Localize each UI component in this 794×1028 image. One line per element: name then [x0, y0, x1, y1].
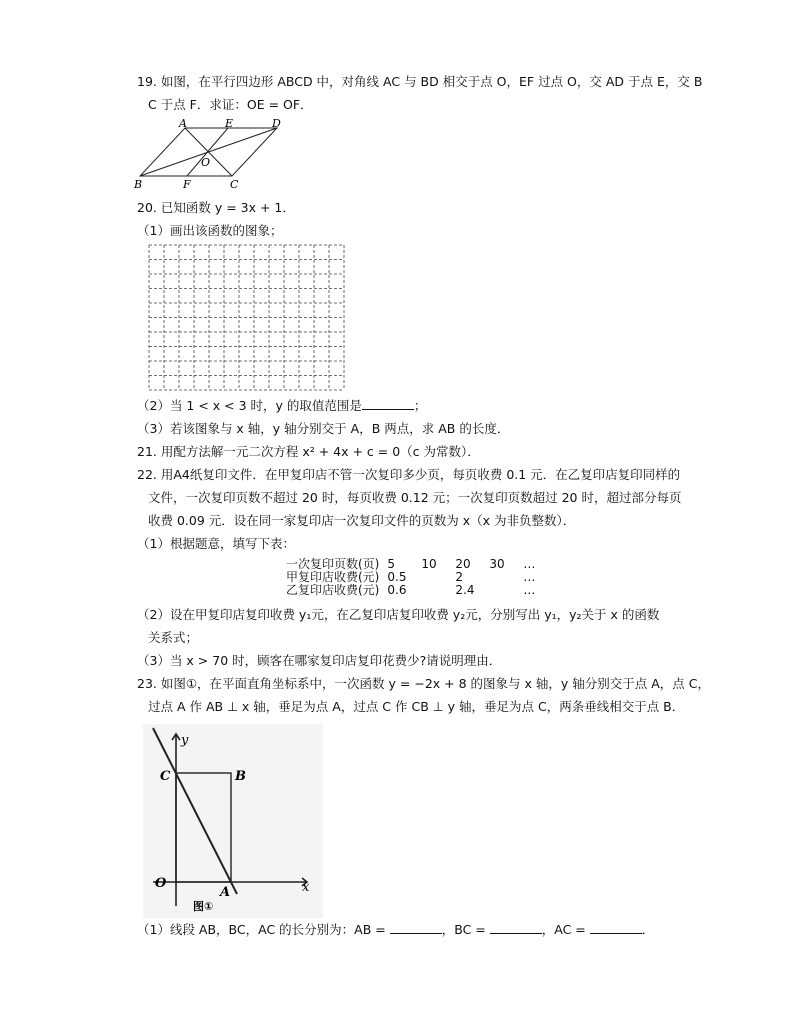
q23-sub1 [137, 922, 654, 938]
q22-line2: 文件，一次复印页数不超过 20 时，每页收费 0.12 元；一次复印页数超过 20 时，超过部分每页 [148, 490, 682, 505]
table-cell: 5 [387, 557, 396, 571]
label-A: A [220, 885, 231, 900]
table-cell: … [523, 583, 536, 597]
label-O: O [155, 876, 167, 891]
row-header: 乙复印店收费(元) [286, 583, 380, 597]
q23-sub1-a: （1）线段 AB，BC，AC 的长分别为：AB = [137, 922, 386, 937]
table-cell[interactable] [421, 571, 455, 584]
row-header: 甲复印店收费(元) [286, 570, 380, 584]
table-cell: … [523, 557, 536, 571]
label-C: C [230, 178, 239, 191]
blank-grid [148, 244, 348, 392]
q23-sub1-c: ，AC = [541, 922, 586, 937]
answer-blank-ab[interactable] [390, 922, 442, 934]
table-cell[interactable] [489, 571, 523, 584]
label-x: x [302, 880, 310, 895]
table-cell: … [523, 570, 536, 584]
q21-line1: 21. 用配方法解一元二次方程 x² + 4x + c = 0（c 为常数）． [137, 444, 480, 459]
parallelogram-figure [130, 118, 290, 194]
table-cell: 0.5 [387, 570, 407, 584]
table-cell: 10 [421, 557, 437, 571]
label-B: B [235, 769, 246, 784]
label-A: A [179, 118, 187, 130]
q19-line1: 19. 如图，在平行四边形 ABCD 中，对角线 AC 与 BD 相交于点 O，EF 过点 O，交 AD 于点 E，交 B [137, 74, 703, 89]
table-cell: 30 [489, 557, 505, 571]
q20-sub3: （3）若该图象与 x 轴，y 轴分别交于 A，B 两点，求 AB 的长度． [137, 421, 510, 436]
table-cell: 20 [455, 557, 471, 571]
table-cell: 2 [455, 570, 464, 584]
answer-blank-ac[interactable] [590, 922, 642, 934]
label-E: E [225, 118, 234, 130]
q22-sub2-line1: （2）设在甲复印店复印收费 y₁元，在乙复印店复印收费 y₂元，分别写出 y₁，y₂关于 x 的函数 [137, 607, 660, 622]
q23-line1: 23. 如图①，在平面直角坐标系中，一次函数 y = −2x + 8 的图象与 x 轴，y 轴分别交于点 A，点 C， [137, 676, 710, 691]
label-y: y [181, 733, 189, 748]
answer-blank[interactable] [362, 398, 414, 410]
q22-line1: 22. 用A4纸复印文件．在甲复印店不管一次复印多少页，每页收费 0.1 元．在乙复印店复印同样的 [137, 467, 681, 482]
q23-sub1-end: ． [641, 922, 655, 937]
q22-sub2-line2: 关系式； [148, 630, 199, 645]
q19-line2: C 于点 F．求证：OE = OF． [148, 97, 313, 112]
label-B: B [134, 178, 143, 191]
table-cell[interactable] [489, 584, 523, 597]
coordinate-figure [143, 724, 323, 918]
q20-sub1: （1）画出该函数的图象； [137, 223, 283, 238]
label-D: D [272, 118, 281, 130]
q22-sub1: （1）根据题意，填写下表： [137, 536, 295, 551]
fee-table [286, 558, 549, 597]
table-cell[interactable] [421, 584, 455, 597]
label-O: O [201, 156, 211, 169]
table-row [286, 584, 549, 597]
q20-sub2-text: （2）当 1 < x < 3 时，y 的取值范围是 [137, 398, 362, 413]
q20-sub2 [137, 398, 426, 414]
label-F: F [183, 178, 191, 191]
q20-sub2-end: ； [413, 398, 427, 413]
answer-blank-bc[interactable] [490, 922, 542, 934]
table-cell: 0.6 [387, 583, 407, 597]
q22-sub3: （3）当 x > 70 时，顾客在哪家复印店复印花费少?请说明理由． [137, 653, 502, 668]
q23-sub1-b: ，BC = [441, 922, 486, 937]
q20-line1: 20. 已知函数 y = 3x + 1． [137, 200, 295, 215]
table-cell: 2.4 [455, 583, 475, 597]
q23-line2: 过点 A 作 AB ⊥ x 轴，垂足为点 A，过点 C 作 CB ⊥ y 轴，垂足为点 C，两条垂线相交于点 B． [148, 699, 685, 714]
figure-caption: 图① [193, 900, 214, 913]
row-header: 一次复印页数(页) [286, 557, 380, 571]
label-C: C [160, 769, 171, 784]
q22-line3: 收费 0.09 元．设在同一家复印店一次复印文件的页数为 x（x 为非负整数）． [148, 513, 576, 528]
